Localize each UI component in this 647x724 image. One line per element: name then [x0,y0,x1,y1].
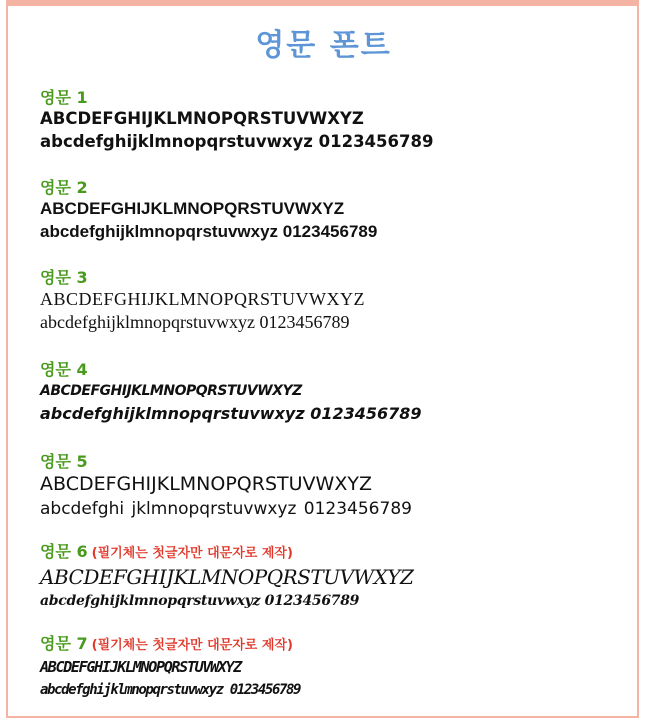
lowercase-digits-sample: abcdefghi jklmnopqrstuvwxyz 0123456789 [40,499,412,519]
lowercase-digits-sample: abcdefghijklmnopqrstuvwxyz 0123456789 [40,132,434,151]
font-sample-6 [40,542,413,612]
font-sample-3 [40,268,365,334]
font-sample-1 [40,88,433,154]
script-note: (필기체는 첫글자만 대문자로 제작) [91,546,293,561]
font-sample-5 [40,452,412,522]
uppercase-sample: ABCDEFGHIJKLMNOPQRSTUVWXYZ [40,383,302,399]
font-label: 영문 1 [40,88,88,107]
lowercase-digits-sample: abcdefghijklmnopqrstuvwxyz 0123456789 [40,404,422,423]
font-sample-2 [40,178,377,244]
uppercase-sample: ABCDEFGHIJKLMNOPQRSTUVWXYZ [40,658,242,676]
uppercase-sample: ABCDEFGHIJKLMNOPQRSTUVWXYZ [40,289,366,309]
lowercase-digits-sample: abcdefghijklmnopqrstuvwxyz 0123456789 [40,593,360,609]
font-label: 영문 6 [40,542,88,561]
uppercase-sample: ABCDEFGHIJKLMNOPQRSTUVWXYZ [40,565,414,589]
uppercase-sample: ABCDEFGHIJKLMNOPQRSTUVWXYZ [40,473,372,495]
uppercase-sample: ABCDEFGHIJKLMNOPQRSTUVWXYZ [40,199,345,218]
font-label: 영문 5 [40,452,88,471]
uppercase-sample: ABCDEFGHIJKLMNOPQRSTUVWXYZ [40,109,364,128]
page-title: 영문 폰트 [255,28,392,63]
lowercase-digits-sample: abcdefghijklmnopqrstuvwxyz 0123456789 [40,312,350,332]
font-label: 영문 3 [40,268,88,287]
script-note: (필기체는 첫글자만 대문자로 제작) [91,638,293,653]
lowercase-digits-sample: abcdefghijklmnopqrstuvwxyz 0123456789 [40,222,378,241]
font-label: 영문 2 [40,178,88,197]
lowercase-digits-sample: abcdefghijklmnopqrstuvwxyz 0123456789 [40,682,301,698]
font-label: 영문 7 [40,634,88,653]
font-sample-7 [40,634,300,702]
font-label: 영문 4 [40,360,88,379]
font-sample-4 [40,360,422,426]
